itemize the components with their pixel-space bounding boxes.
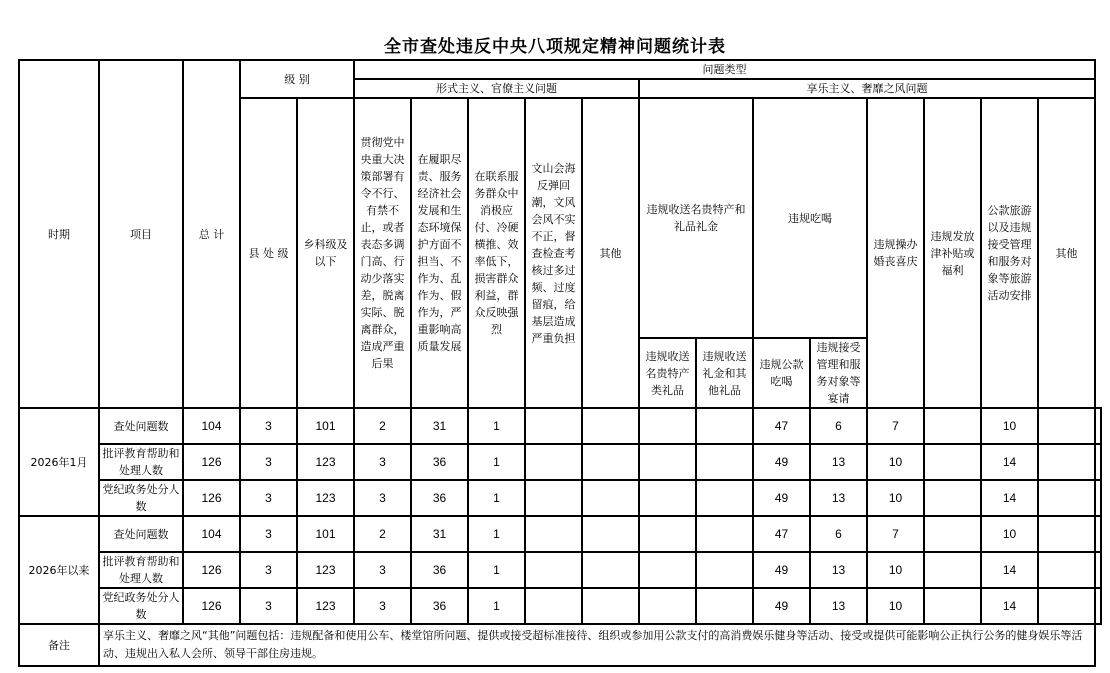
value-cell: 49 xyxy=(753,552,810,588)
value-cell: 10 xyxy=(867,552,924,588)
header-formalism-col-2: 在履职尽责、服务经济社会发展和生态环境保护方面不担当、不作为、乱作为、假作为，严重影响高质量发展 xyxy=(411,98,468,408)
value-cell: 1 xyxy=(468,444,525,480)
value-cell: 10 xyxy=(981,408,1038,444)
value-cell: 3 xyxy=(240,480,297,516)
table-row xyxy=(19,588,1101,624)
item-cell: 查处问题数 xyxy=(99,408,183,444)
header-wedding: 违规操办婚丧喜庆 xyxy=(867,98,924,408)
value-cell: 104 xyxy=(183,516,240,552)
value-cell: 126 xyxy=(183,444,240,480)
value-cell xyxy=(924,552,981,588)
value-cell xyxy=(582,480,639,516)
header-travel: 公款旅游以及违规接受管理和服务对象等旅游活动安排 xyxy=(981,98,1038,408)
value-cell: 10 xyxy=(867,588,924,624)
value-cell: 10 xyxy=(981,516,1038,552)
table-row xyxy=(19,552,1101,588)
value-cell: 126 xyxy=(183,588,240,624)
value-cell xyxy=(1095,444,1101,480)
value-cell xyxy=(1038,444,1095,480)
value-cell xyxy=(582,444,639,480)
value-cell xyxy=(924,588,981,624)
header-formalism-other: 其他 xyxy=(582,98,639,408)
value-cell: 36 xyxy=(411,588,468,624)
value-cell: 7 xyxy=(867,516,924,552)
item-cell: 党纪政务处分人数 xyxy=(99,588,183,624)
value-cell: 101 xyxy=(297,516,354,552)
value-cell: 3 xyxy=(240,552,297,588)
value-cell: 2 xyxy=(354,408,411,444)
value-cell: 14 xyxy=(981,480,1038,516)
value-cell: 123 xyxy=(297,588,354,624)
value-cell: 3 xyxy=(240,588,297,624)
value-cell xyxy=(525,408,582,444)
value-cell: 3 xyxy=(240,444,297,480)
value-cell xyxy=(1038,552,1095,588)
period-cell: 2026年以来 xyxy=(19,516,99,624)
header-total: 总 计 xyxy=(183,60,240,408)
note-label: 备注 xyxy=(19,624,99,666)
note-row xyxy=(19,624,1101,666)
header-dining-banquet: 违规接受管理和服务对象等宴请 xyxy=(810,338,867,408)
value-cell xyxy=(1038,588,1095,624)
value-cell xyxy=(639,552,696,588)
value-cell xyxy=(696,516,753,552)
value-cell xyxy=(1095,408,1101,444)
value-cell: 3 xyxy=(354,552,411,588)
value-cell: 7 xyxy=(867,408,924,444)
value-cell: 3 xyxy=(354,588,411,624)
value-cell: 36 xyxy=(411,444,468,480)
value-cell: 126 xyxy=(183,552,240,588)
value-cell xyxy=(639,480,696,516)
value-cell: 49 xyxy=(753,480,810,516)
header-problem-type: 问题类型 xyxy=(354,60,1095,79)
value-cell: 2 xyxy=(354,516,411,552)
value-cell: 14 xyxy=(981,444,1038,480)
value-cell: 101 xyxy=(297,408,354,444)
value-cell xyxy=(696,588,753,624)
value-cell xyxy=(582,408,639,444)
value-cell xyxy=(924,480,981,516)
header-dining: 违规吃喝 xyxy=(753,98,867,338)
header-gift-specialty: 违规收送名贵特产类礼品 xyxy=(639,338,696,408)
value-cell xyxy=(1038,480,1095,516)
item-cell: 查处问题数 xyxy=(99,516,183,552)
value-cell: 13 xyxy=(810,552,867,588)
value-cell xyxy=(1038,408,1095,444)
value-cell xyxy=(696,552,753,588)
value-cell: 31 xyxy=(411,408,468,444)
value-cell: 123 xyxy=(297,552,354,588)
value-cell: 3 xyxy=(240,516,297,552)
value-cell xyxy=(525,588,582,624)
page-title: 全市查处违反中央八项规定精神问题统计表 xyxy=(384,37,726,57)
value-cell xyxy=(1095,552,1101,588)
value-cell: 123 xyxy=(297,444,354,480)
value-cell: 3 xyxy=(354,480,411,516)
header-allowance: 违规发放津补贴或福利 xyxy=(924,98,981,408)
value-cell: 6 xyxy=(810,408,867,444)
value-cell: 1 xyxy=(468,516,525,552)
value-cell: 49 xyxy=(753,588,810,624)
item-cell: 批评教育帮助和处理人数 xyxy=(99,552,183,588)
header-period: 时期 xyxy=(19,60,99,408)
table-row xyxy=(19,480,1101,516)
value-cell: 10 xyxy=(867,480,924,516)
header-gift-cash: 违规收送礼金和其他礼品 xyxy=(696,338,753,408)
value-cell xyxy=(924,516,981,552)
value-cell: 13 xyxy=(810,588,867,624)
table-row xyxy=(19,444,1101,480)
value-cell xyxy=(639,444,696,480)
value-cell xyxy=(1095,588,1101,624)
header-formalism-col-3: 在联系服务群众中消极应付、冷硬横推、效率低下，损害群众利益，群众反映强烈 xyxy=(468,98,525,408)
value-cell xyxy=(525,480,582,516)
header-formalism-col-4: 文山会海反弹回潮，文风会风不实不正，督查检查考核过多过频、过度留痕，给基层造成严重负担 xyxy=(525,98,582,408)
value-cell: 1 xyxy=(468,552,525,588)
value-cell: 31 xyxy=(411,516,468,552)
value-cell: 1 xyxy=(468,588,525,624)
header-formalism-col-1: 贯彻党中央重大决策部署有令不行、有禁不止，或者表态多调门高、行动少落实差，脱离实际、脱离群众，造成严重后果 xyxy=(354,98,411,408)
value-cell: 3 xyxy=(240,408,297,444)
value-cell xyxy=(639,516,696,552)
value-cell: 6 xyxy=(810,516,867,552)
value-cell xyxy=(696,480,753,516)
header-dining-public: 违规公款吃喝 xyxy=(753,338,810,408)
value-cell xyxy=(696,408,753,444)
value-cell: 3 xyxy=(354,444,411,480)
value-cell xyxy=(924,408,981,444)
item-cell: 批评教育帮助和处理人数 xyxy=(99,444,183,480)
value-cell xyxy=(525,552,582,588)
value-cell xyxy=(924,444,981,480)
value-cell xyxy=(582,588,639,624)
value-cell: 36 xyxy=(411,480,468,516)
value-cell: 14 xyxy=(981,552,1038,588)
note-text: 享乐主义、奢靡之风“其他”问题包括：违规配备和使用公车、楼堂馆所问题、提供或接受超标准接待、组织或参加用公款支付的高消费娱乐健身等活动、接受或提供可能影响公正执行公务的健身娱乐等活动、违规出入私人会所、领导干部住房违规。 xyxy=(99,624,1095,666)
value-cell: 47 xyxy=(753,408,810,444)
value-cell xyxy=(582,516,639,552)
period-cell: 2026年1月 xyxy=(19,408,99,516)
value-cell: 49 xyxy=(753,444,810,480)
value-cell: 126 xyxy=(183,480,240,516)
header-gift: 违规收送名贵特产和礼品礼金 xyxy=(639,98,753,338)
value-cell xyxy=(639,588,696,624)
value-cell xyxy=(1095,516,1101,552)
header-county-level: 县 处 级 xyxy=(240,98,297,408)
value-cell xyxy=(696,444,753,480)
value-cell xyxy=(1095,480,1101,516)
table-row xyxy=(19,408,1101,444)
header-hedonism: 享乐主义、奢靡之风问题 xyxy=(639,79,1095,98)
value-cell xyxy=(525,516,582,552)
value-cell xyxy=(639,408,696,444)
value-cell: 104 xyxy=(183,408,240,444)
item-cell: 党纪政务处分人数 xyxy=(99,480,183,516)
value-cell: 1 xyxy=(468,408,525,444)
value-cell xyxy=(525,444,582,480)
value-cell: 123 xyxy=(297,480,354,516)
value-cell: 36 xyxy=(411,552,468,588)
value-cell: 13 xyxy=(810,444,867,480)
statistics-table xyxy=(18,59,1102,667)
header-township-level: 乡科级及以下 xyxy=(297,98,354,408)
value-cell xyxy=(1038,516,1095,552)
table-row xyxy=(19,516,1101,552)
value-cell xyxy=(582,552,639,588)
header-level: 级 别 xyxy=(240,60,354,98)
value-cell: 47 xyxy=(753,516,810,552)
header-formalism: 形式主义、官僚主义问题 xyxy=(354,79,639,98)
value-cell: 10 xyxy=(867,444,924,480)
value-cell: 14 xyxy=(981,588,1038,624)
header-hedonism-other: 其他 xyxy=(1038,98,1095,408)
header-item: 项目 xyxy=(99,60,183,408)
value-cell: 1 xyxy=(468,480,525,516)
value-cell: 13 xyxy=(810,480,867,516)
